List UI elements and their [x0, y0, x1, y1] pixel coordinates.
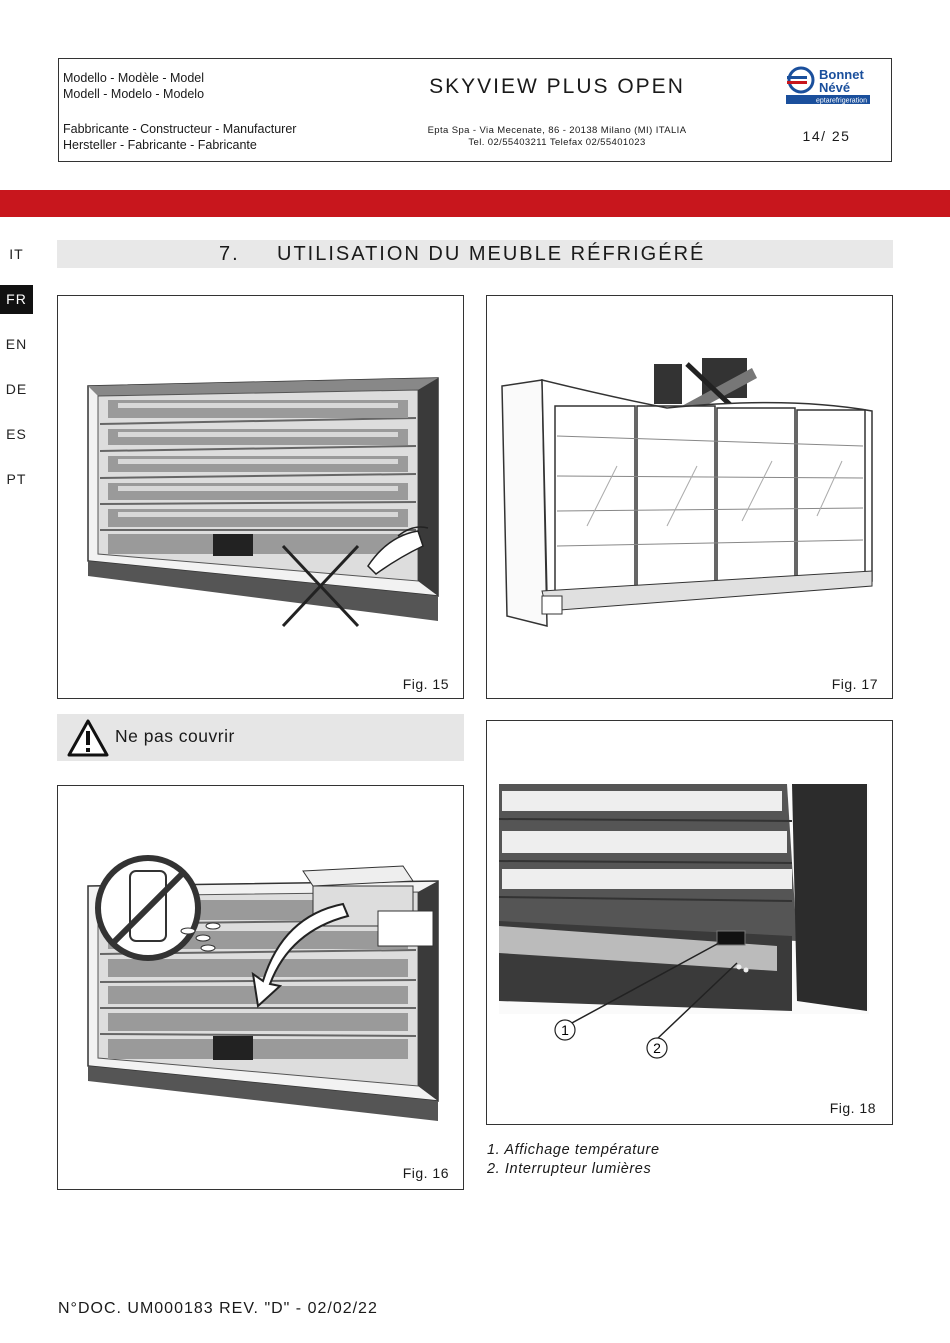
model-label-line-1: Modello - Modèle - Model [63, 71, 205, 85]
warning-text: Ne pas couvrir [115, 726, 235, 746]
warning-notice [57, 714, 464, 761]
lang-tab-fr[interactable]: FR [0, 285, 33, 314]
lang-tab-pt[interactable]: PT [6, 471, 27, 487]
figure-16 [57, 785, 464, 1190]
brand-logo [761, 59, 892, 112]
lang-tab-de[interactable]: DE [5, 381, 28, 397]
manufacturer-address [353, 112, 761, 162]
lang-tab-es[interactable]: ES [6, 426, 27, 442]
closed-glass-door-cabinet-illustration [487, 296, 893, 699]
control-panel-closeup-illustration [487, 721, 893, 1125]
svg-text:Névé: Névé [819, 80, 851, 95]
no-liquids-prohibition-icon [98, 858, 198, 958]
figure-15 [57, 295, 464, 699]
figure-17-caption: Fig. 17 [831, 676, 878, 692]
legend-item-2: 2. Interrupteur lumières [487, 1161, 652, 1177]
manufacturer-label-line-2: Hersteller - Fabricante - Fabricante [63, 138, 257, 152]
loaded-cabinet-do-not-overload-illustration [58, 786, 464, 1190]
figure-18-legend [487, 1141, 660, 1179]
manufacturer-label-line-1: Fabbricante - Constructeur - Manufacturer [63, 122, 297, 136]
logo-euro-icon [787, 68, 813, 92]
section-title: UTILISATION DU MEUBLE RÉFRIGÉRÉ [277, 243, 706, 265]
manufacturer-label-cell [59, 112, 353, 162]
figure-16-caption: Fig. 16 [402, 1165, 449, 1181]
svg-text:1: 1 [561, 1022, 569, 1038]
open-display-cabinet-illustration [58, 296, 464, 699]
address-line-2: Tel. 02/55403211 Telefax 02/55401023 [468, 137, 646, 148]
callout-1 [555, 1020, 575, 1040]
section-heading [57, 240, 893, 268]
document-reference: N°DOC. UM000183 REV. "D" - 02/02/22 [58, 1300, 378, 1317]
warning-triangle-icon [66, 718, 110, 758]
model-label-line-2: Modell - Modelo - Modelo [63, 87, 205, 101]
figure-17 [486, 295, 893, 699]
model-label-cell [59, 59, 353, 112]
figure-15-caption: Fig. 15 [402, 676, 449, 692]
address-line-1: Epta Spa - Via Mecenate, 86 - 20138 Milano (MI) ITALIA [427, 125, 687, 136]
section-number: 7. [219, 243, 240, 265]
callout-2 [647, 1038, 667, 1058]
svg-text:2: 2 [653, 1040, 661, 1056]
figure-18 [486, 720, 893, 1125]
svg-text:eptarefrigeration: eptarefrigeration [816, 97, 867, 105]
page-number: 14/ 25 [802, 128, 851, 144]
red-divider-bar [0, 190, 950, 217]
product-title: SKYVIEW PLUS OPEN [429, 75, 685, 98]
svg-text:Bonnet: Bonnet [819, 67, 864, 82]
document-header [58, 58, 892, 162]
lang-tab-it[interactable]: IT [9, 246, 24, 262]
legend-item-1: 1. Affichage température [487, 1142, 660, 1158]
lang-tab-en[interactable]: EN [5, 336, 28, 352]
figure-18-caption: Fig. 18 [829, 1100, 876, 1116]
